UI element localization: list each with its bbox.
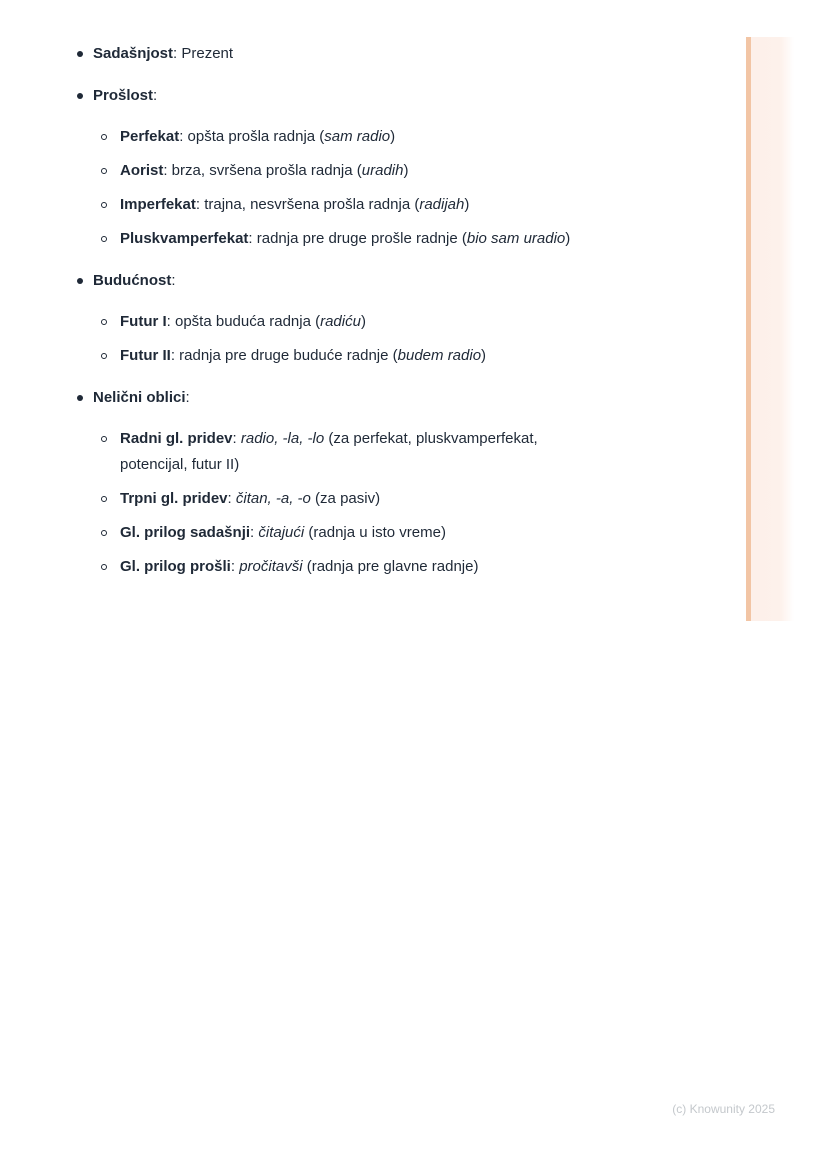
item-label: Futur II [120,347,171,364]
item-label: Gl. prilog sadašnji [120,524,251,541]
item-label: Aorist [120,162,164,179]
bullet-circle-icon [101,564,107,570]
list-item-trpni-gl-pridev [93,486,642,512]
list-item-futur-1 [93,309,642,335]
nelicni-sublist [93,426,642,580]
item-example: radio, -la, -lo [240,430,325,447]
list-item-sadasnjost [77,41,642,67]
item-example: bio sam uradio [466,230,566,247]
item-text: : [227,490,236,507]
item-text: : [232,430,241,447]
copyright-footer: (c) Knowunity 2025 [672,1102,775,1116]
proslost-sublist [93,124,642,252]
item-text: : radnja pre druge prošle radnje ( [248,230,467,247]
item-text: : brza, svršena prošla radnja ( [163,162,362,179]
item-label: Budućnost [93,272,172,289]
item-text: : [153,87,158,104]
item-text-post: ) [481,347,487,364]
list-item-gl-prilog-sadasnji [93,520,642,546]
item-text: : opšta buduća radnja ( [166,313,321,330]
bullet-circle-icon [101,168,107,174]
item-text-post: (radnja pre glavne radnje) [302,558,479,575]
item-label: Imperfekat [120,196,196,213]
item-text-post: (radnja u isto vreme) [304,524,446,541]
item-text: : Prezent [173,45,234,62]
list-item-nelicni-oblici [77,385,642,580]
item-example: radiću [320,313,361,330]
item-text-post: (za perfekat, pluskvamperfekat, [324,430,538,447]
bullet-dot-icon [77,278,83,284]
buducnost-sublist [93,309,642,369]
item-label: Perfekat [120,128,180,145]
vertical-accent-bar [746,37,794,621]
list-item-gl-prilog-prosli [93,554,642,580]
list-item-pluskvamperfekat [93,226,642,252]
item-label: Radni gl. pridev [120,430,233,447]
item-label: Pluskvamperfekat [120,230,249,247]
list-item-imperfekat [93,192,642,218]
item-text-post: ) [565,230,571,247]
item-text: : [250,524,259,541]
item-example: uradih [361,162,404,179]
item-label: Gl. prilog prošli [120,558,231,575]
item-example: čitajući [258,524,305,541]
item-label: Trpni gl. pridev [120,490,228,507]
item-text: : opšta prošla radnja ( [179,128,325,145]
list-item-proslost [77,83,642,252]
bullet-circle-icon [101,236,107,242]
bullet-circle-icon [101,134,107,140]
item-text-line2: potencijal, futur II) [120,456,240,473]
item-example: budem radio [397,347,482,364]
item-text-post: ) [464,196,470,213]
bullet-circle-icon [101,319,107,325]
item-text: : [230,558,240,575]
item-example: sam radio [324,128,391,145]
list-item-aorist [93,158,642,184]
bullet-dot-icon [77,93,83,99]
notes-content [77,41,642,580]
tense-list [77,41,642,580]
item-label: Prošlost [93,87,154,104]
item-text-post: ) [390,128,396,145]
bullet-circle-icon [101,436,107,442]
item-label: Nelični oblici [93,389,186,406]
list-item-radni-gl-pridev [93,426,642,478]
bullet-circle-icon [101,530,107,536]
item-text: : [185,389,190,406]
bullet-circle-icon [101,202,107,208]
list-item-futur-2 [93,343,642,369]
list-item-buducnost [77,268,642,369]
item-label: Futur I [120,313,167,330]
item-text: : trajna, nesvršena prošla radnja ( [195,196,420,213]
list-item-perfekat [93,124,642,150]
item-text: : [171,272,176,289]
item-text-post: ) [403,162,409,179]
bullet-dot-icon [77,51,83,57]
item-label: Sadašnjost [93,45,174,62]
item-example: čitan, -a, -o [235,490,311,507]
bullet-circle-icon [101,496,107,502]
item-example: pročitavši [239,558,303,575]
item-text: : radnja pre druge buduće radnje ( [170,347,398,364]
bullet-circle-icon [101,353,107,359]
bullet-dot-icon [77,395,83,401]
item-text-post: ) [360,313,366,330]
item-example: radijah [419,196,465,213]
item-text-post: (za pasiv) [310,490,381,507]
